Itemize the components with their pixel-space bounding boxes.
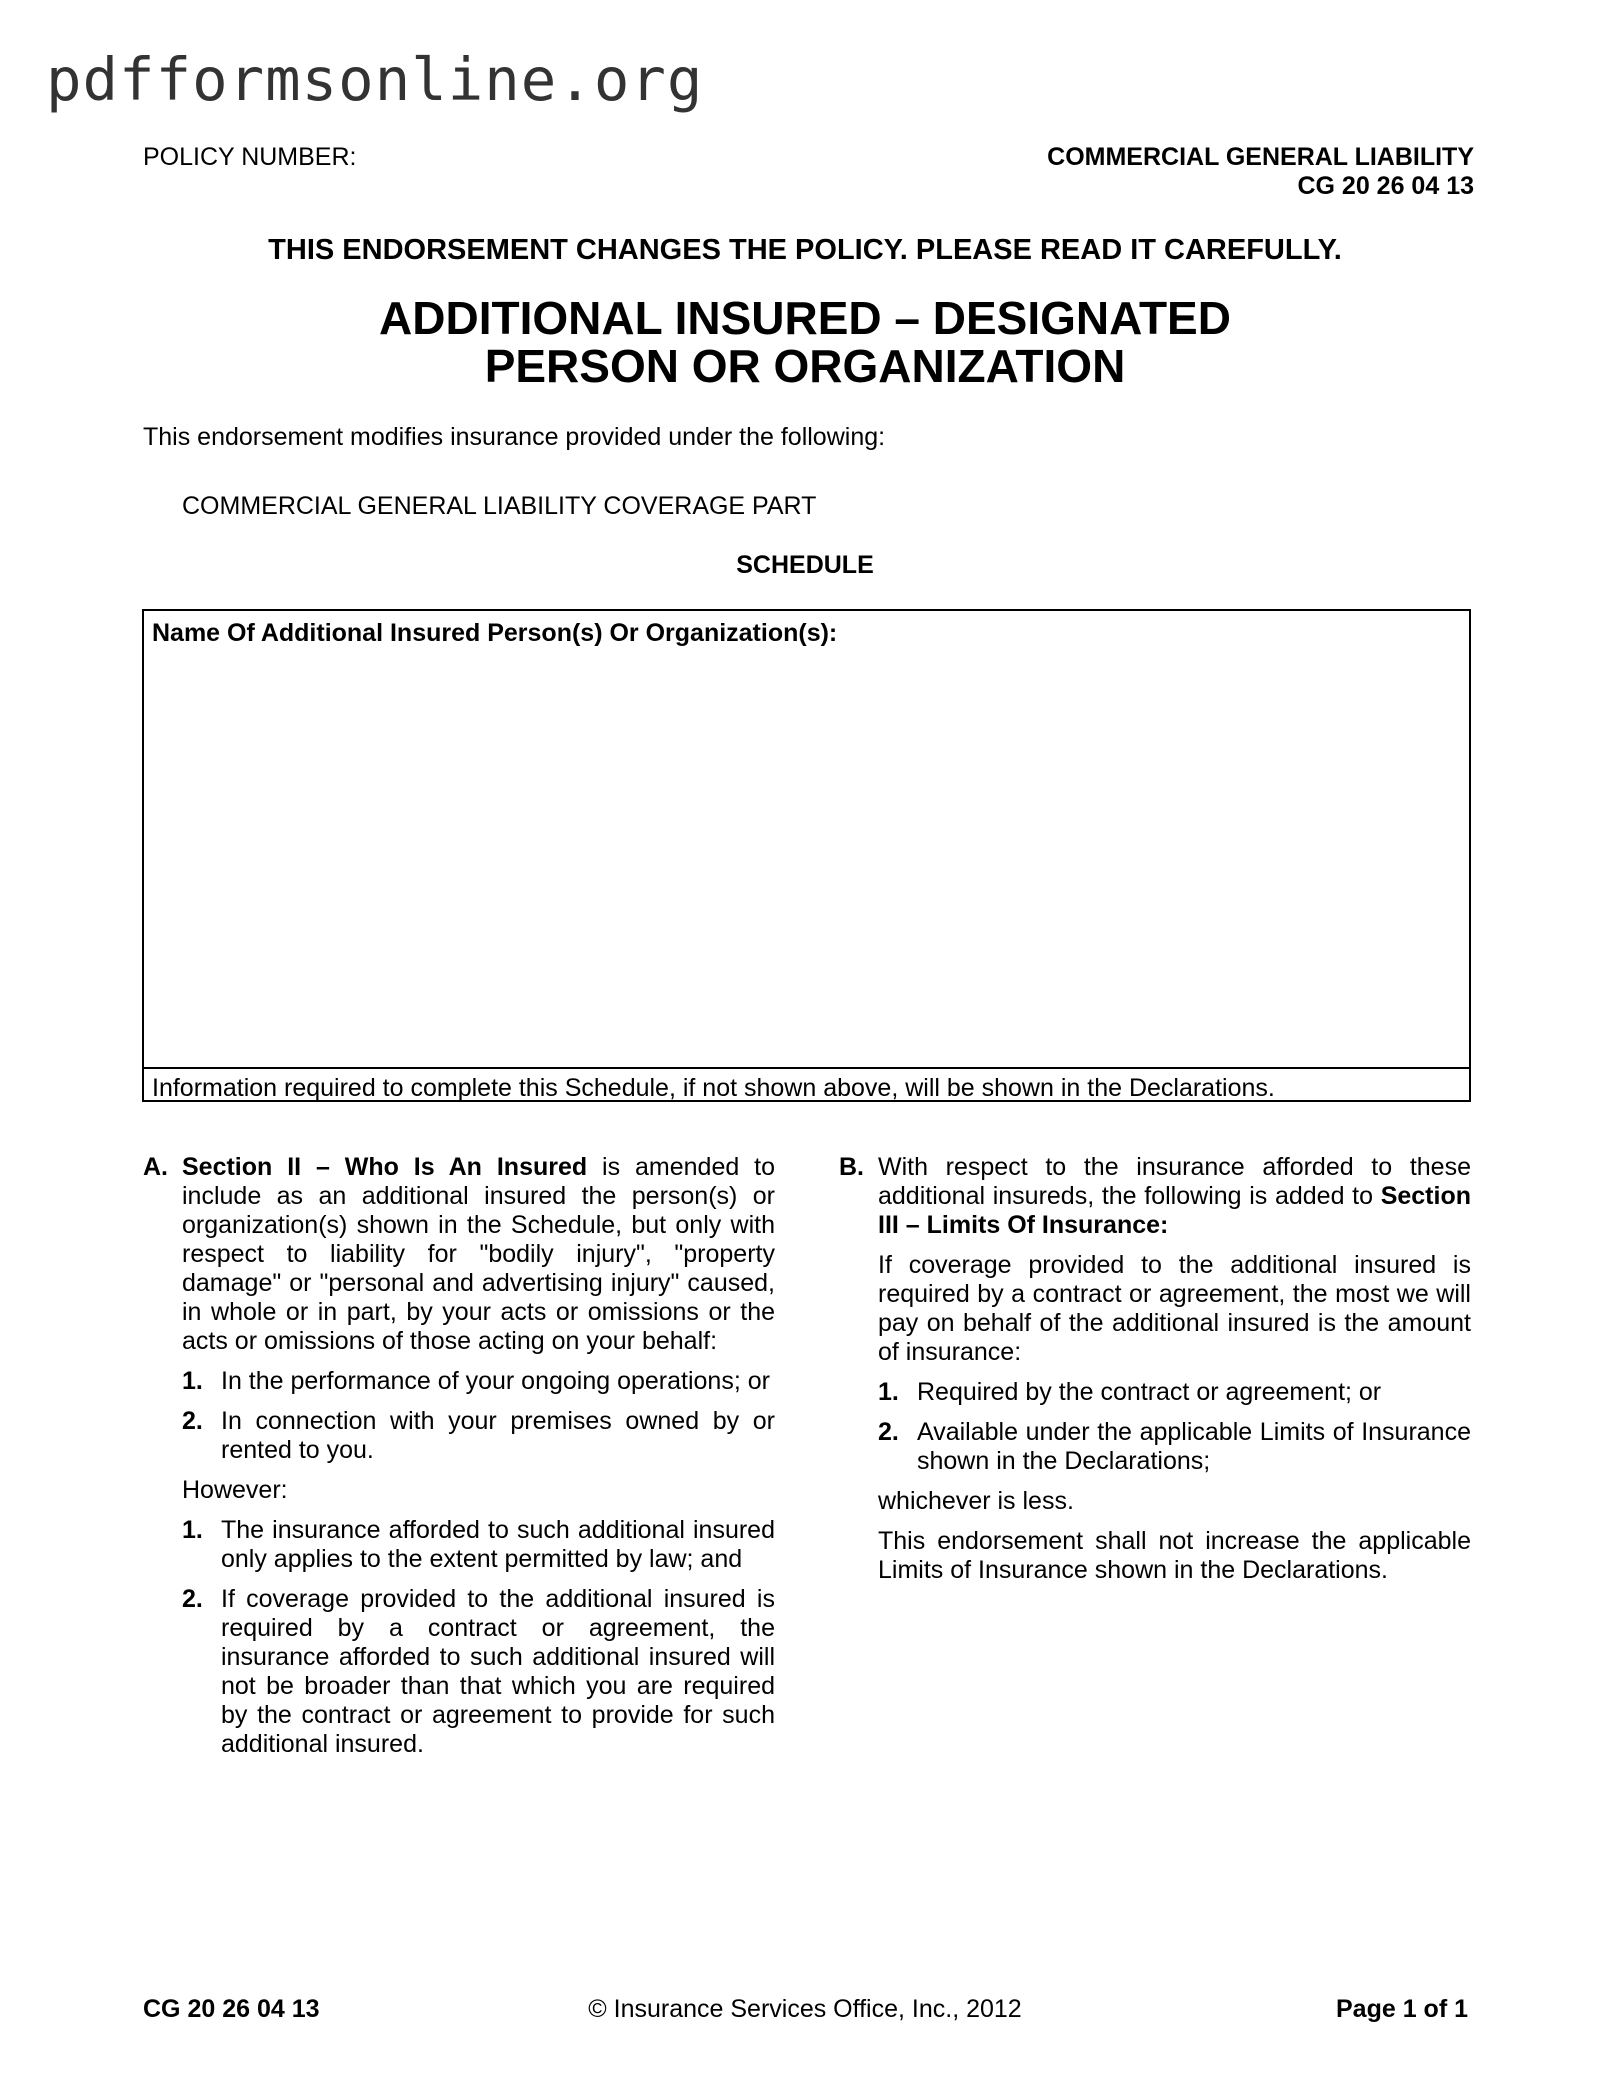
list-item: [182, 1407, 775, 1465]
however-label: However:: [182, 1476, 288, 1504]
section-a: [143, 1153, 775, 1770]
list-text: The insurance afforded to such additional insured only applies to the extent permitted by law; and: [221, 1516, 775, 1573]
section-b-heading: Section III – Limits Of Insurance:: [878, 1182, 1471, 1239]
schedule-heading: SCHEDULE: [736, 551, 874, 579]
schedule-info-row: [144, 1067, 1469, 1100]
section-a-intro: [143, 1153, 775, 1356]
section-a-heading: Section II – Who Is An Insured: [182, 1153, 588, 1181]
title-line-2: PERSON OR ORGANIZATION: [484, 340, 1126, 392]
list-item: [182, 1367, 775, 1396]
modifies-text: This endorsement modifies insurance provided under the following:: [143, 423, 886, 451]
title-line-1: ADDITIONAL INSURED – DESIGNATED: [379, 292, 1231, 344]
section-b-paragraph: If coverage provided to the additional insured is required by a contract or agreement, the most we will pay on behalf of the additional insured is the amount of insurance:: [878, 1251, 1471, 1366]
policy-number-label: POLICY NUMBER:: [143, 143, 357, 171]
section-a-text: is amended to include as an additional insured the person(s) or organization(s) shown in the Schedule, but only with respect to liability for "bodily injury", "property damage" or "personal and advertising injury" caused, in whole or in part, by your acts or omissions or the acts or omissions of those acting on your behalf:: [182, 1153, 775, 1355]
list-marker: 2.: [182, 1407, 203, 1435]
list-text: In connection with your premises owned by or rented to you.: [221, 1407, 775, 1464]
section-b-intro: [839, 1153, 1471, 1240]
list-item: [182, 1516, 775, 1574]
schedule-table: [142, 609, 1471, 1102]
section-b: [839, 1153, 1471, 1596]
footer-copyright: © Insurance Services Office, Inc., 2012: [588, 1995, 1022, 2023]
section-a-marker: A.: [143, 1153, 168, 1181]
endorsement-notice: THIS ENDORSEMENT CHANGES THE POLICY. PLEASE READ IT CAREFULLY.: [268, 234, 1342, 266]
additional-insured-name-field[interactable]: [144, 611, 1469, 1067]
section-b-marker: B.: [839, 1153, 864, 1181]
list-text: In the performance of your ongoing operations; or: [221, 1367, 770, 1395]
footer-form-number: CG 20 26 04 13: [143, 1995, 320, 2023]
schedule-info-text: Information required to complete this Schedule, if not shown above, will be shown in the Declarations.: [152, 1074, 1275, 1102]
section-b-text: With respect to the insurance afforded to these additional insureds, the following is added to: [878, 1153, 1471, 1210]
watermark-logo: pdfformsonline.org: [46, 45, 704, 114]
footer-page-number: Page 1 of 1: [1336, 1995, 1468, 2023]
list-text: If coverage provided to the additional insured is required by a contract or agreement, the insurance afforded to such additional insured will not be broader than that which you are required by the contract or agreement to provide for such additional insured.: [221, 1585, 775, 1758]
coverage-part: COMMERCIAL GENERAL LIABILITY COVERAGE PART: [182, 492, 817, 520]
list-marker: 1.: [182, 1367, 203, 1395]
list-item: [878, 1418, 1471, 1476]
page-title: [0, 294, 1610, 390]
list-text: Required by the contract or agreement; or: [917, 1378, 1382, 1406]
list-marker: 2.: [182, 1585, 203, 1613]
whichever-text: whichever is less.: [878, 1487, 1074, 1515]
list-text: Available under the applicable Limits of Insurance shown in the Declarations;: [917, 1418, 1471, 1475]
list-marker: 1.: [182, 1516, 203, 1544]
form-number: CG 20 26 04 13: [1297, 172, 1474, 200]
list-marker: 2.: [878, 1418, 899, 1446]
closing-text: This endorsement shall not increase the applicable Limits of Insurance shown in the Declarations.: [878, 1527, 1471, 1584]
list-item: [878, 1378, 1471, 1407]
line-of-business: COMMERCIAL GENERAL LIABILITY: [1047, 143, 1474, 171]
form-header: [1047, 143, 1474, 201]
list-item: [182, 1585, 775, 1759]
list-marker: 1.: [878, 1378, 899, 1406]
additional-insured-name-label: Name Of Additional Insured Person(s) Or Organization(s):: [152, 619, 838, 647]
